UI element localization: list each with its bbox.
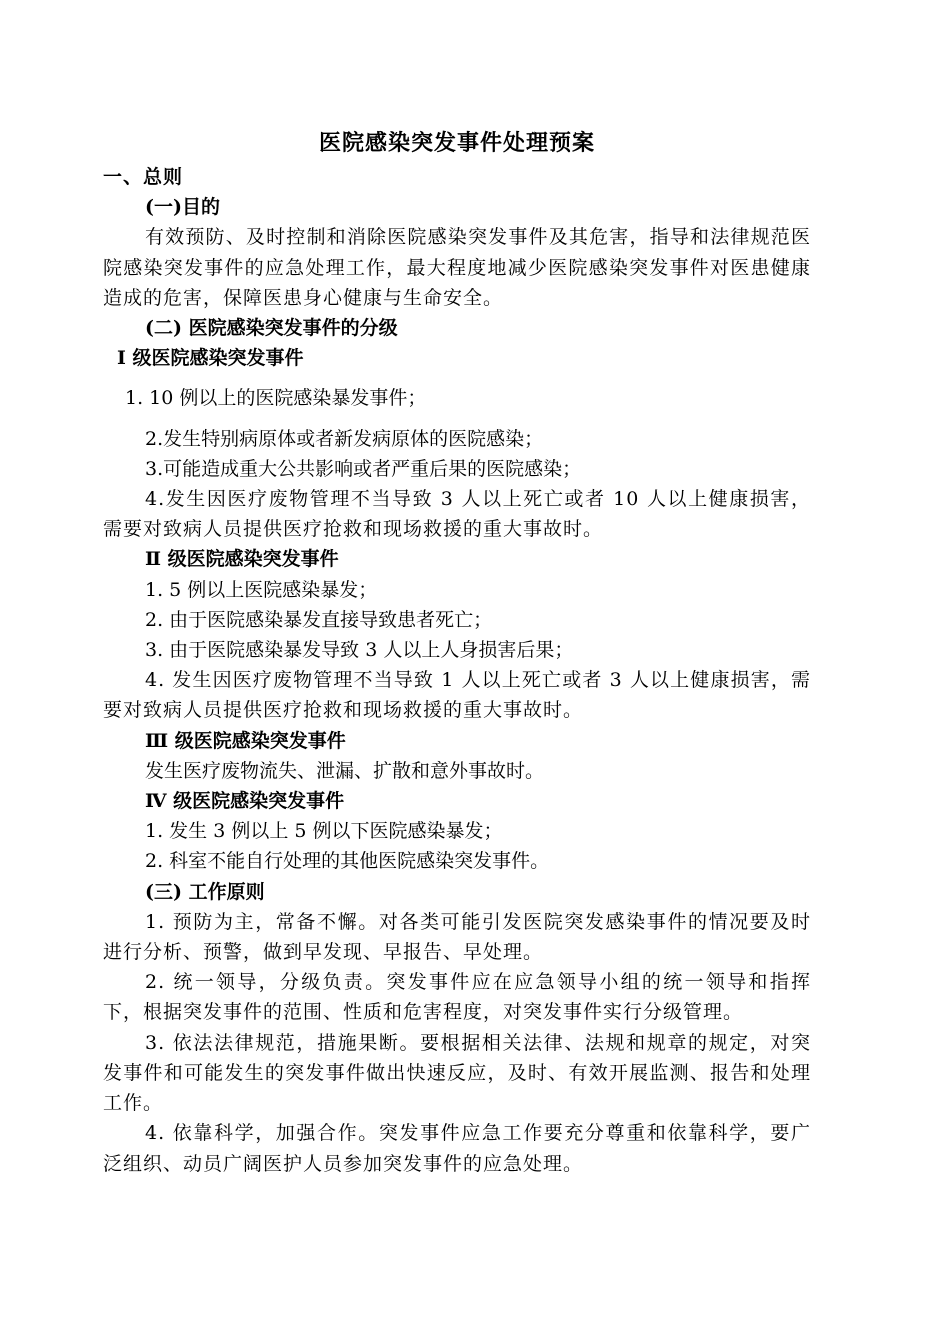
level3-heading: Ⅲ 级医院感染突发事件 [145, 729, 346, 752]
purpose-heading: (一)目的 [145, 196, 220, 219]
principle-item-4: 4. 依靠科学，加强合作。突发事件应急工作要充分尊重和依靠科学，要广泛组织、动员广阔医护人员参加突发事件的应急处理。 [103, 1122, 811, 1175]
principles-heading: (三) 工作原则 [145, 880, 265, 903]
level1-item-3: 3.可能造成重大公共影响或者严重后果的医院感染； [145, 457, 582, 480]
level4-heading: Ⅳ 级医院感染突发事件 [145, 790, 345, 813]
purpose-text: 有效预防、及时控制和消除医院感染突发事件及其危害，指导和法律规范医院感染突发事件的应急处理工作，最大程度地减少医院感染突发事件对医患健康造成的危害，保障医患身心健康与生命安全。 [103, 226, 811, 309]
level1-item-1: 1. 10 例以上的医院感染暴发事件； [125, 387, 427, 410]
document-title: 医院感染突发事件处理预案 [318, 130, 595, 156]
level1-item-4: 4.发生因医疗废物管理不当导致 3 人以上死亡或者 10 人以上健康损害，需要对致病人员提供医疗抢救和现场救援的重大事故时。 [103, 488, 811, 541]
level2-item-4: 4. 发生因医疗废物管理不当导致 1 人以上死亡或者 3 人以上健康损害，需要对致病人员提供医疗抢救和现场救援的重大事故时。 [103, 669, 811, 722]
level4-item-1: 1. 发生 3 例以上 5 例以下医院感染暴发； [145, 820, 503, 843]
classification-heading: (二) 医院感染突发事件的分级 [145, 317, 398, 340]
section-general-heading: 一、总则 [103, 166, 184, 188]
level4-item-2: 2. 科室不能自行处理的其他医院感染突发事件。 [145, 850, 550, 873]
principle-item-2: 2. 统一领导，分级负责。突发事件应在应急领导小组的统一领导和指挥下，根据突发事件的范围、性质和危害程度，对突发事件实行分级管理。 [103, 971, 811, 1024]
level3-text: 发生医疗废物流失、泄漏、扩散和意外事故时。 [145, 759, 545, 782]
level2-heading: Ⅱ 级医院感染突发事件 [145, 548, 339, 571]
document-page [103, 128, 811, 1179]
principle-item-1: 1. 预防为主，常备不懈。对各类可能引发医院突发感染事件的情况要及时进行分析、预警，做到早发现、早报告、早处理。 [103, 910, 811, 964]
level2-item-2: 2. 由于医院感染暴发直接导致患者死亡； [145, 608, 493, 631]
level1-heading: Ⅰ 级医院感染突发事件 [117, 347, 304, 370]
level1-item-2: 2.发生特别病原体或者新发病原体的医院感染； [145, 427, 544, 450]
principle-item-3: 3. 依法法律规范，措施果断。要根据相关法律、法规和规章的规定，对突发事件和可能发生的突发事件做出快速反应，及时、有效开展监测、报告和处理工作。 [103, 1031, 811, 1115]
level2-item-1: 1. 5 例以上医院感染暴发； [145, 578, 378, 601]
level2-item-3: 3. 由于医院感染暴发导致 3 人以上人身损害后果； [145, 639, 574, 662]
